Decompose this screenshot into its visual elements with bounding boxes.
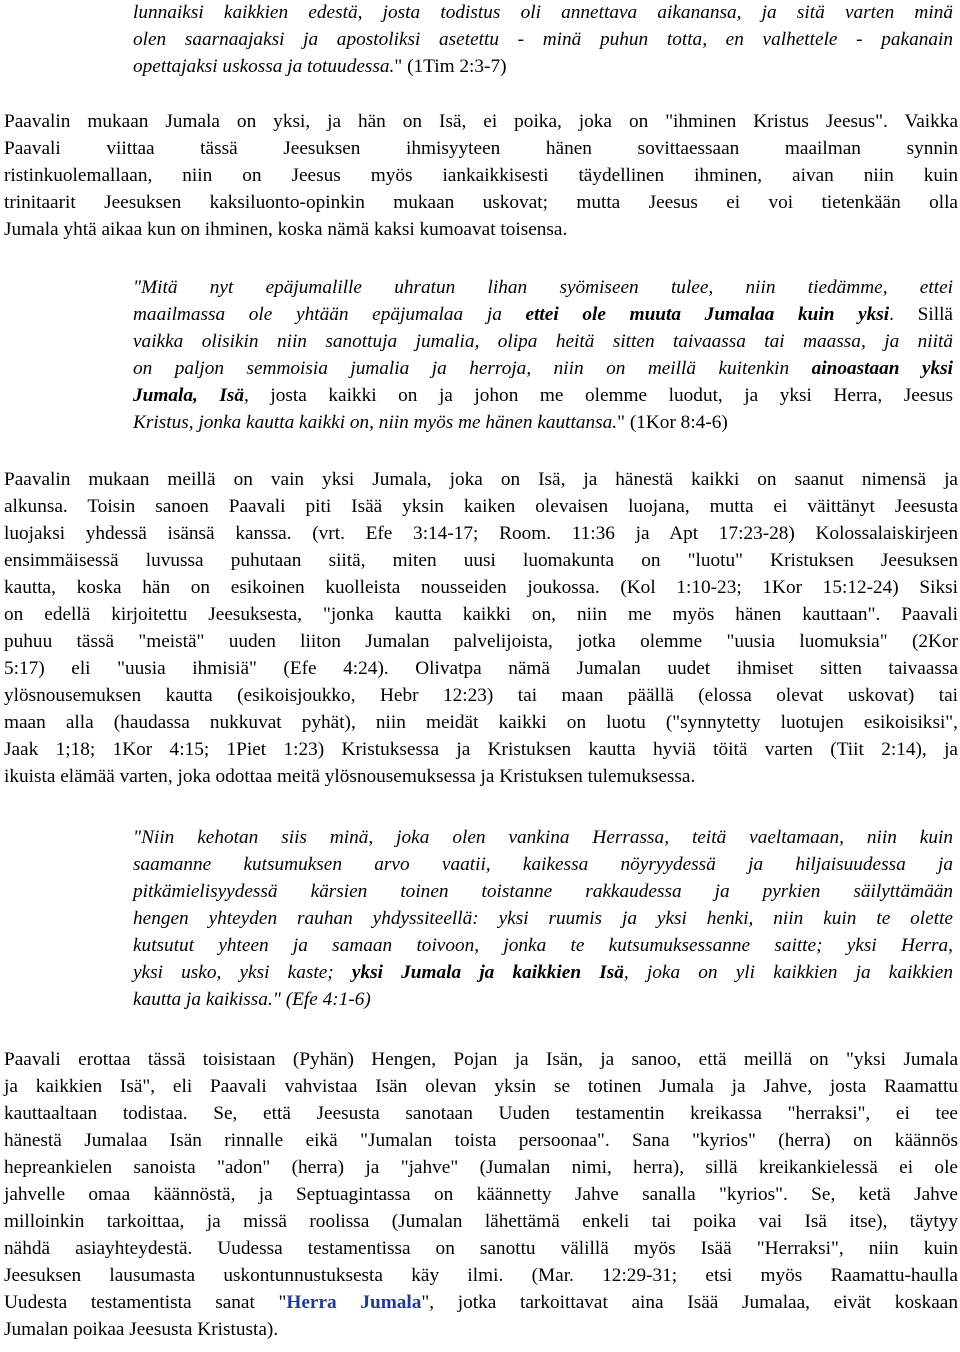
- quote-line: [133, 53, 953, 80]
- paragraph-line: Paavalin mukaan meillä on vain yksi Jumala, joka on Isä, ja hänestä kaikki on saanut nimensä ja: [4, 469, 958, 490]
- paragraph-line: 5:17) eli "uusia ihmisiä" (Efe 4:24). Olivatpa nämä Jumalan uudet ihmiset sitten taivaassa: [4, 658, 958, 679]
- quote-text: yksi usko, yksi kaste;: [133, 962, 352, 983]
- quote-emphasis: yksi Jumala ja kaikkien Isä: [351, 962, 624, 983]
- paragraph-line: jahvelle omaa käännöstä, ja Septuagintassa on käännetty Jahve sanalla "kyrios". Se, ketä Jahve: [4, 1184, 958, 1205]
- paragraph-2: [4, 466, 958, 790]
- paragraph-line: ensimmäisessä luvussa puhutaan siitä, miten uusi luomakunta on "luotu" Kristuksen Jeesuksen: [4, 550, 958, 571]
- paragraph-line: ristinkuolemallaan, niin on Jeesus myös iankaikkisesti täydellinen ihminen, aivan niin kuin: [4, 165, 958, 186]
- paragraph-line: alkunsa. Toisin sanoen Paavali piti Isää yksin kaiken olevaisen luojana, mutta ei väittänyt Jeesusta: [4, 496, 958, 517]
- paragraph-line: hänestä Jumalaa Isän rinnalle eikä "Jumalan toista persoonaa". Sana "kyrios" (herra) on käännös: [4, 1130, 958, 1151]
- quote-line: saamanne kutsumuksen arvo vaatii, kaikessa nöyryydessä ja hiljaisuudessa ja: [133, 854, 953, 875]
- paragraph-text: Uudesta testamentista sanat ": [4, 1292, 287, 1313]
- paragraph-line: Paavalin mukaan Jumala on yksi, ja hän on Isä, ei poika, joka on "ihminen Kristus Jeesus". Vaikka: [4, 111, 958, 132]
- paragraph-line: on edellä kirjoitettu Jeesuksesta, "jonka kautta kaikki on, niin me myös hänen kauttaan". Paavali: [4, 604, 958, 625]
- paragraph-1: [4, 108, 958, 243]
- quote-text: . Sillä: [889, 304, 953, 325]
- quote-line: [133, 409, 953, 436]
- quote-text: Kristus, jonka kautta kaikki on, niin myös me hänen kauttansa.: [133, 412, 618, 433]
- quote-line: lunnaiksi kaikkien edestä, josta todistus oli annettava aikanansa, ja sitä varten minä: [133, 2, 953, 23]
- quote-line: [133, 986, 953, 1013]
- paragraph-line: Jaak 1;18; 1Kor 4:15; 1Piet 1:23) Kristuksessa ja Kristuksen kautta hyviä töitä varten (Tiit 2:14), ja: [4, 739, 958, 760]
- quote-line: "Mitä nyt epäjumalille uhratun lihan syömiseen tulee, niin tiedämme, ettei: [133, 277, 953, 298]
- quote-line: "Niin kehotan siis minä, joka olen vankina Herrassa, teitä vaeltamaan, niin kuin: [133, 827, 953, 848]
- quote-1tim: [133, 0, 953, 80]
- quote-line: kutsutut yhteen ja samaan toivoon, jonka te kutsumuksessanne saitte; yksi Herra,: [133, 935, 953, 956]
- quote-line: [133, 355, 953, 382]
- quote-1kor: [133, 274, 953, 436]
- quote-line: pitkämielisyydessä kärsien toinen toistanne rakkaudessa ja pyrkien säilyttämään: [133, 881, 953, 902]
- quote-text: on paljon semmoisia jumalia ja herroja, niin on meillä kuitenkin: [133, 358, 812, 379]
- quote-text: opettajaksi uskossa ja totuudessa.: [133, 56, 395, 77]
- paragraph-line: luojaksi yhdessä isänsä kanssa. (vrt. Efe 3:14-17; Room. 11:36 ja Apt 17:23-28) Kolossalaiskirjeen: [4, 523, 958, 544]
- paragraph-text: ", jotka tarkoittavat aina Isää Jumalaa, eivät koskaan: [421, 1292, 958, 1313]
- quote-line: [133, 382, 953, 409]
- quote-emphasis: ettei ole muuta Jumalaa kuin yksi: [525, 304, 890, 325]
- quote-line: olen saarnaajaksi ja apostoliksi asetettu - minä puhun totta, en valhettele - pakanain: [133, 29, 953, 50]
- quote-emphasis: ainoastaan yksi: [811, 358, 953, 379]
- paragraph-line: [4, 1289, 958, 1316]
- paragraph-3: [4, 1046, 958, 1343]
- quote-line: hengen yhteyden rauhan yhdyssiteellä: yksi ruumis ja yksi henki, niin kuin te olette: [133, 908, 953, 929]
- paragraph-line: hepreankielen sanoista "adon" (herra) ja "jahve" (Jumalan nimi, herra), sillä kreikankielessä ei ole: [4, 1157, 958, 1178]
- quote-line: [133, 959, 953, 986]
- paragraph-line: maan alla (haudassa nukkuvat pyhät), niin meidät kaikki on luotu ("synnytetty luotujen esikoisiksi",: [4, 712, 958, 733]
- paragraph-line: trinitaarit Jeesuksen kaksiluonto-opinkin mukaan uskovat; mutta Jeesus ei voi tietenkään olla: [4, 192, 958, 213]
- paragraph-line: milloinkin tarkoittaa, ja missä roolissa (Jumalan lähettämä enkeli tai poika vai Isä itse), täytyy: [4, 1211, 958, 1232]
- paragraph-line: kauttaaltaan todistaa. Se, että Jeesusta sanotaan Uuden testamentin kreikassa "herraksi", ei tee: [4, 1103, 958, 1124]
- paragraph-line: nähdä asiayhteydestä. Uudessa testamentissa on sanottu välillä myös Isää "Herraksi", niin kuin: [4, 1238, 958, 1259]
- paragraph-line: ylösnousemuksen kautta (esikoisjoukko, Hebr 12:23) tai maan päällä (elossa olevat uskovat) tai: [4, 685, 958, 706]
- quote-line: [133, 301, 953, 328]
- quote-text: , josta kaikki on ja johon me olemme luodut, ja yksi Herra, Jeesus: [244, 385, 953, 406]
- paragraph-line: ikuista elämää varten, joka odottaa meitä ylösnousemuksessa ja Kristuksen tulemuksessa.: [4, 766, 696, 787]
- search-term-link[interactable]: Herra Jumala: [286, 1292, 422, 1313]
- quote-line: vaikka olisikin niin sanottuja jumalia, olipa heitä sitten taivaassa tai maassa, ja niitä: [133, 331, 953, 352]
- quote-reference: " (1Tim 2:3-7): [394, 56, 507, 77]
- paragraph-line: puhuu tässä "meistä" uuden liiton Jumalan palvelijoista, jotka olemme "uusia luomuksia" (2Kor: [4, 631, 958, 652]
- quote-text: maailmassa ole yhtään epäjumalaa ja: [133, 304, 526, 325]
- paragraph-line: Jeesuksen lausumasta uskontunnustuksesta käy ilmi. (Mar. 12:29-31; etsi myös Raamattu-haulla: [4, 1265, 958, 1286]
- quote-emphasis: Jumala, Isä: [133, 385, 245, 406]
- quote-text: , joka on yli kaikkien ja kaikkien: [623, 962, 954, 983]
- paragraph-line: Jumalan poikaa Jeesusta Kristusta).: [4, 1319, 279, 1340]
- quote-text: kautta ja kaikissa.: [133, 989, 273, 1010]
- quote-efe: [133, 824, 953, 1013]
- paragraph-line: Jumala yhtä aikaa kun on ihminen, koska nämä kaksi kumoavat toisensa.: [4, 219, 568, 240]
- paragraph-line: Paavali viittaa tässä Jeesuksen ihmisyyteen hänen sovittaessaan maailman synnin: [4, 138, 958, 159]
- paragraph-line: kautta, koska hän on esikoinen kuolleista nousseiden joukossa. (Kol 1:10-23; 1Kor 15:12-24) Siksi: [4, 577, 958, 598]
- quote-reference: " (1Kor 8:4-6): [617, 412, 728, 433]
- quote-reference: " (Efe 4:1-6): [272, 989, 371, 1010]
- paragraph-line: Paavali erottaa tässä toisistaan (Pyhän) Hengen, Pojan ja Isän, ja sanoo, että meillä on "yksi Jumala: [4, 1049, 958, 1070]
- paragraph-line: ja kaikkien Isä", eli Paavali vahvistaa Isän olevan yksin se totinen Jumala ja Jahve, josta Raamattu: [4, 1076, 958, 1097]
